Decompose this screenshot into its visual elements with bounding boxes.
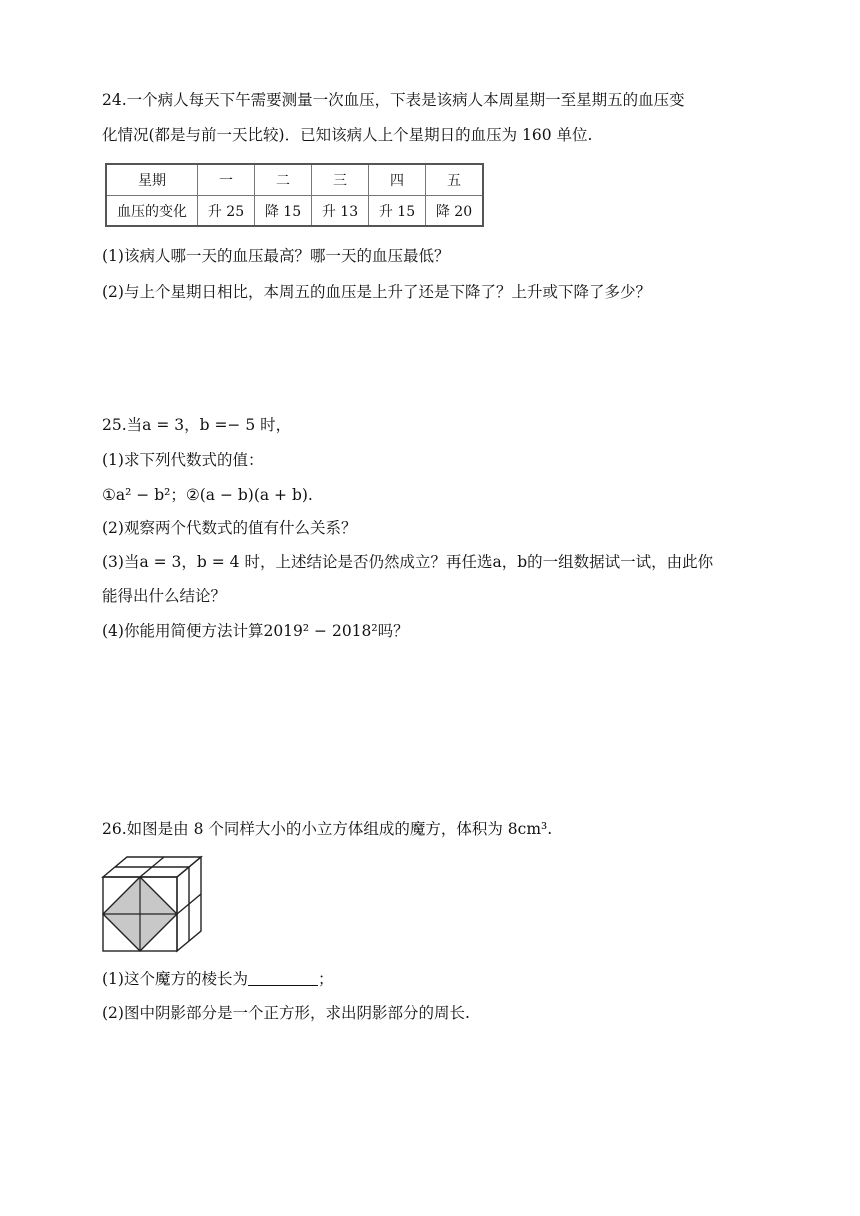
q24-sub1: (1)该病人哪一天的血压最高？哪一天的血压最低？ — [102, 247, 450, 265]
table-cell: 一 — [198, 164, 255, 196]
q25-sub1-items: ①a² − b²；②(a − b)(a + b). — [102, 486, 313, 504]
blood-pressure-table — [105, 163, 484, 227]
table-cell: 升 15 — [369, 196, 426, 227]
q24-line1: 24.一个病人每天下午需要测量一次血压，下表是该病人本周星期一至星期五的血压变 — [102, 91, 685, 109]
q24-sub2: (2)与上个星期日相比，本周五的血压是上升了还是下降了？上升或下降了多少？ — [102, 283, 651, 301]
q25-line1: 25.当a = 3，b =− 5 时， — [102, 416, 292, 434]
q25-sub3-line1: (3)当a = 3，b = 4 时，上述结论是否仍然成立？再任选a，b的一组数据试一试，由此你 — [102, 553, 714, 571]
q25-sub1: (1)求下列代数式的值： — [102, 451, 264, 469]
table-cell: 升 25 — [198, 196, 255, 227]
table-row — [106, 196, 483, 227]
table-cell: 二 — [255, 164, 312, 196]
table-cell: 降 20 — [426, 196, 484, 227]
q26-line1: 26.如图是由 8 个同样大小的小立方体组成的魔方，体积为 8cm³. — [102, 820, 553, 838]
q26-sub1 — [102, 968, 333, 990]
table-cell: 三 — [312, 164, 369, 196]
q26-sub1-suffix: ； — [317, 970, 334, 988]
q25-sub2: (2)观察两个代数式的值有什么关系？ — [102, 519, 357, 537]
table-cell: 五 — [426, 164, 484, 196]
table-header-row — [106, 164, 483, 196]
q24-line2: 化情况(都是与前一天比较)．已知该病人上个星期日的血压为 160 单位. — [102, 126, 593, 144]
table-cell: 降 15 — [255, 196, 312, 227]
table-cell: 星期 — [106, 164, 198, 196]
table-cell: 四 — [369, 164, 426, 196]
q26-sub2: (2)图中阴影部分是一个正方形，求出阴影部分的周长. — [102, 1004, 470, 1022]
rubiks-cube-figure — [101, 855, 205, 955]
answer-blank[interactable] — [248, 969, 318, 986]
q25-sub4: (4)你能用简便方法计算2019² − 2018²吗？ — [102, 622, 409, 640]
table-cell: 血压的变化 — [106, 196, 198, 227]
q26-sub1-prefix: (1)这个魔方的棱长为 — [102, 970, 248, 988]
table-cell: 升 13 — [312, 196, 369, 227]
q25-sub3-line2: 能得出什么结论？ — [102, 587, 227, 605]
